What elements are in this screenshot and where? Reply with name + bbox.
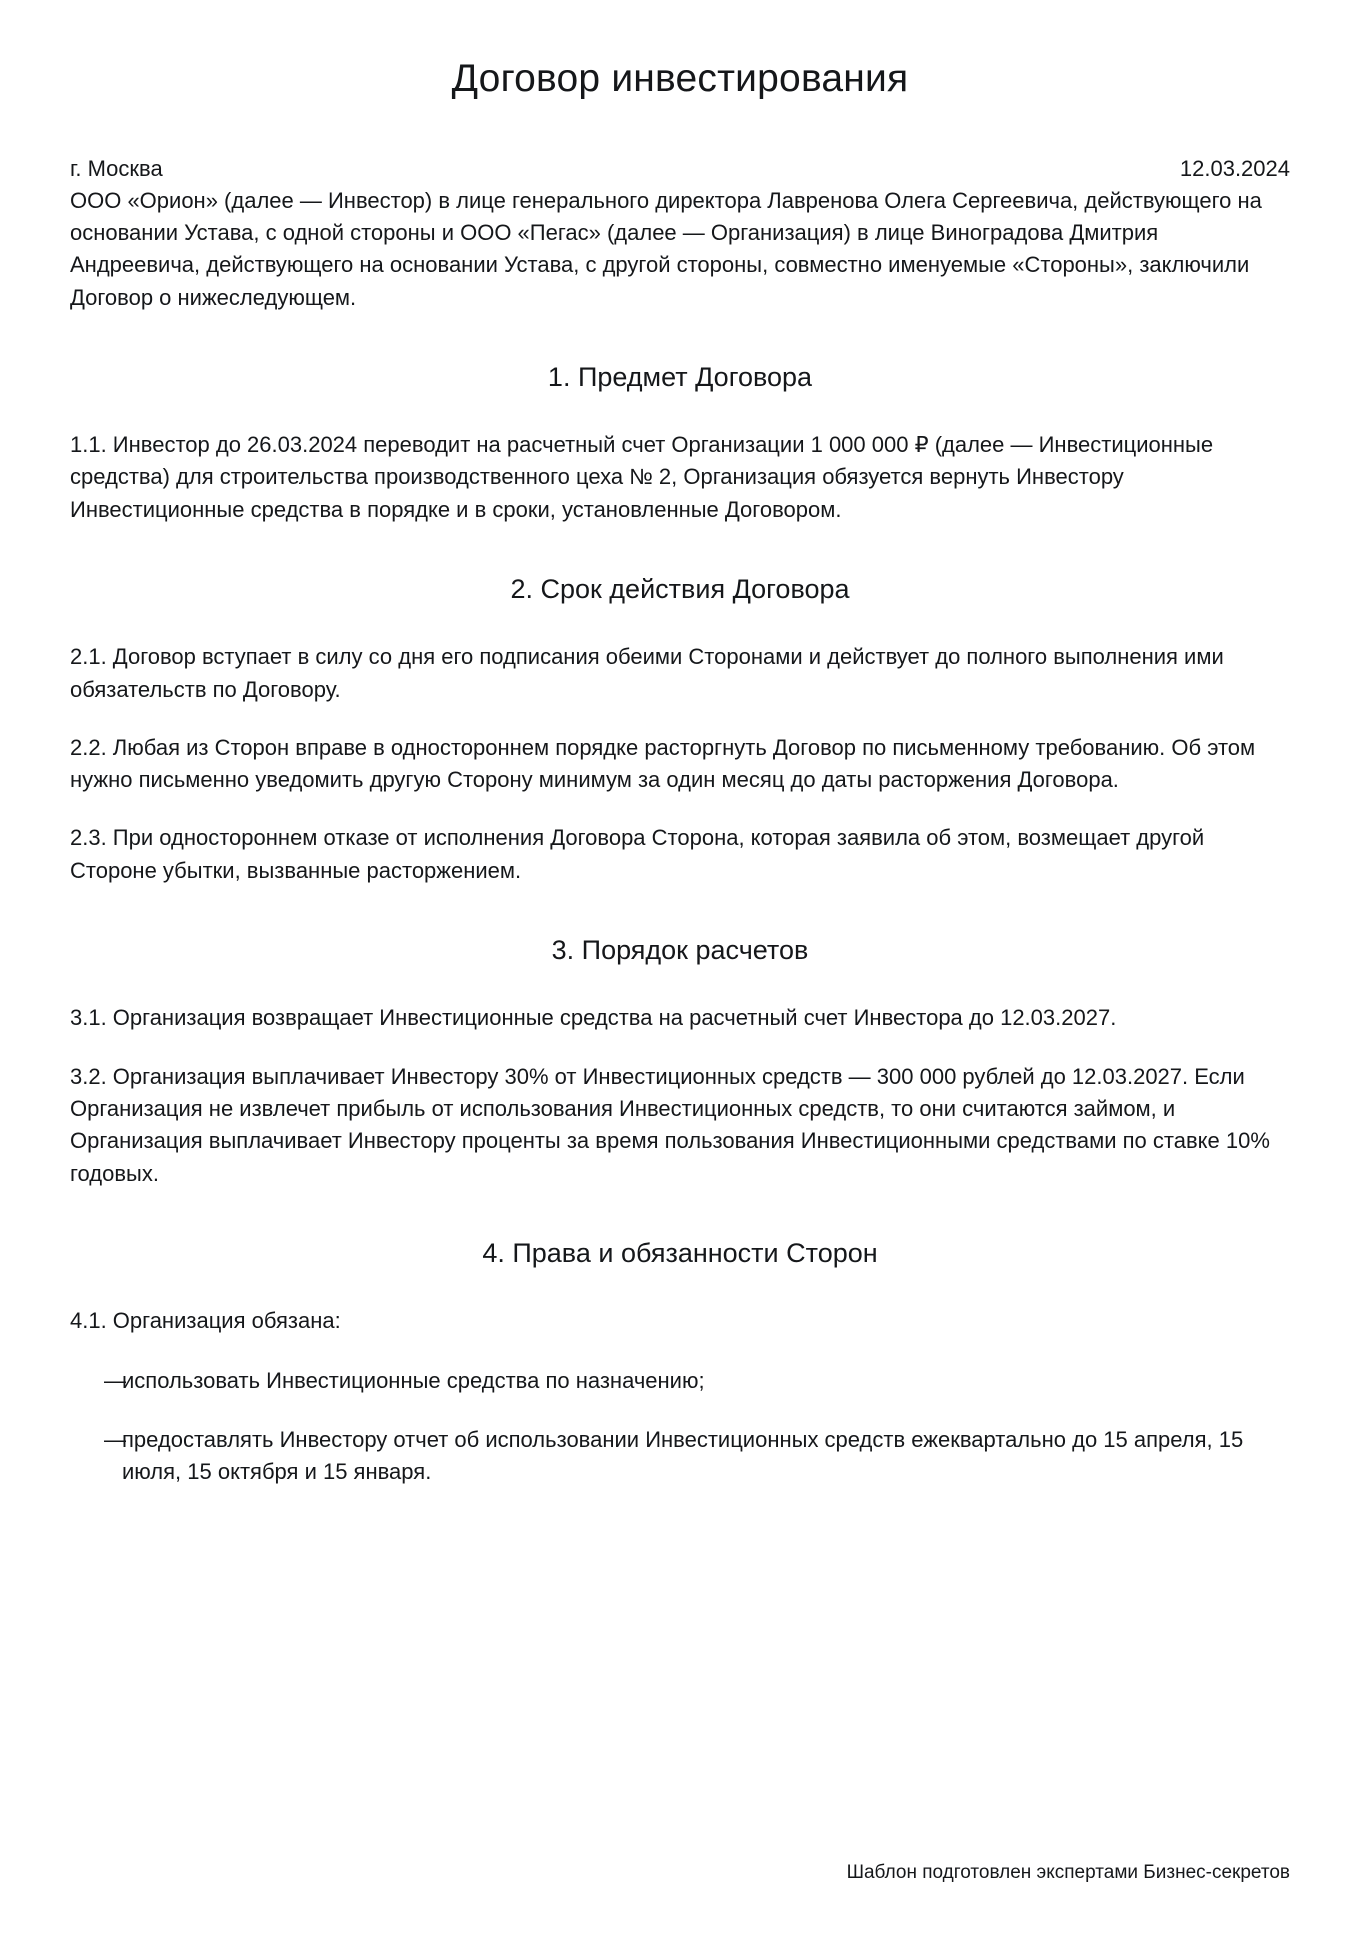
section-1-paragraph-1: 1.1. Инвестор до 26.03.2024 переводит на расчетный счет Организации 1 000 000 ₽ (далее — Инвестиционные средства) для строительства производственного цеха № 2, Организация обязуется вернуть Инвестору Инвестиционные средства в порядке и в сроки, установленные Договором. — [70, 432, 1214, 522]
bullet-dash-icon: — — [104, 1368, 126, 1394]
list-item-text: использовать Инвестиционные средства по назначению; — [122, 1368, 705, 1394]
section-heading-3: 3. Порядок расчетов — [551, 935, 809, 966]
document-meta-row — [70, 153, 1290, 185]
section-2-paragraph-2: 2.2. Любая из Сторон вправе в одностороннем порядке расторгнуть Договор по письменному требованию. Об этом нужно письменно уведомить другую Сторону минимум за один месяц до даты расторжения Договора. — [70, 734, 1256, 793]
document-date: 12.03.2024 — [1179, 155, 1290, 181]
section-3-paragraph-1: 3.1. Организация возвращает Инвестиционные средства на расчетный счет Инвестора до 12.03.2027. — [70, 1005, 1117, 1031]
section-4-paragraph-1: 4.1. Организация обязана: — [70, 1307, 341, 1333]
preamble-paragraph: ООО «Орион» (далее — Инвестор) в лице генерального директора Лавренова Олега Сергеевича, действующего на основании Устава, с одной стороны и ООО «Пегас» (далее — Организация) в лице Виноградова Дмитрия Андреевича, действующего на основании Устава, с другой стороны, совместно именуемые «Стороны», заключили Договор о нижеследующем. — [70, 187, 1262, 310]
page-title: Договор инвестирования — [451, 57, 909, 100]
list-item-text: предоставлять Инвестору отчет об использовании Инвестиционных средств ежеквартально до 15 апреля, 15 июля, 15 октября и 15 января. — [122, 1426, 1244, 1484]
section-heading-1: 1. Предмет Договора — [547, 362, 813, 392]
section-4-obligations-list — [70, 1365, 1290, 1488]
list-item — [70, 1424, 1290, 1489]
document-footer: Шаблон подготовлен экспертами Бизнес-секретов — [846, 1862, 1290, 1884]
section-heading-2: 2. Срок действия Договора — [510, 574, 850, 605]
section-2-paragraph-1: 2.1. Договор вступает в силу со дня его подписания обеими Сторонами и действует до полного выполнения ими обязательств по Договору. — [70, 644, 1224, 702]
list-item — [70, 1365, 1290, 1397]
document-city: г. Москва — [70, 155, 163, 181]
section-heading-4: 4. Права и обязанности Сторон — [482, 1237, 878, 1268]
section-3-paragraph-2: 3.2. Организация выплачивает Инвестору 30% от Инвестиционных средств — 300 000 рублей до 12.03.2027. Если Организация не извлечет прибыль от использования Инвестиционных средств, то они считаются займом, и Организация выплачивает Инвестору проценты за время пользования Инвестиционными средствами по ставке 10% годовых. — [70, 1063, 1270, 1186]
section-2-paragraph-3: 2.3. При одностороннем отказе от исполнения Договора Сторона, которая заявила об этом, возмещает другой Стороне убытки, вызванные расторжением. — [70, 825, 1205, 883]
bullet-dash-icon: — — [104, 1426, 126, 1452]
